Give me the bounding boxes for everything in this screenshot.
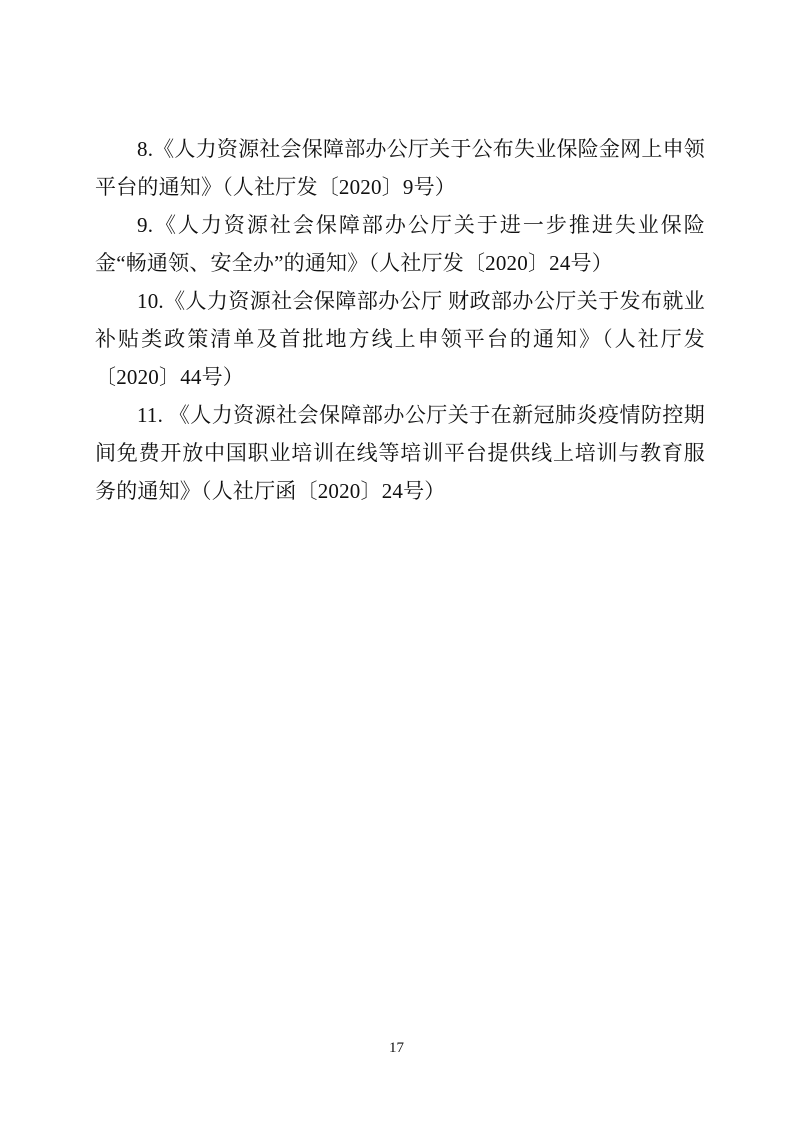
- paragraph-item-8: 8.《人力资源社会保障部办公厅关于公布失业保险金网上申领平台的通知》（人社厅发〔2020〕9号）: [95, 137, 705, 199]
- document-body: [95, 130, 705, 510]
- paragraph-item-9: 9.《人力资源社会保障部办公厅关于进一步推进失业保险金“畅通领、安全办”的通知》（人社厅发〔2020〕24号）: [95, 213, 705, 275]
- page-number: 17: [389, 1040, 404, 1056]
- paragraph-item-11: 11. 《人力资源社会保障部办公厅关于在新冠肺炎疫情防控期间免费开放中国职业培训在线等培训平台提供线上培训与教育服务的通知》（人社厅函〔2020〕24号）: [95, 403, 705, 503]
- paragraph-item-10: 10.《人力资源社会保障部办公厅 财政部办公厅关于发布就业补贴类政策清单及首批地方线上申领平台的通知》（人社厅发〔2020〕44号）: [95, 289, 705, 389]
